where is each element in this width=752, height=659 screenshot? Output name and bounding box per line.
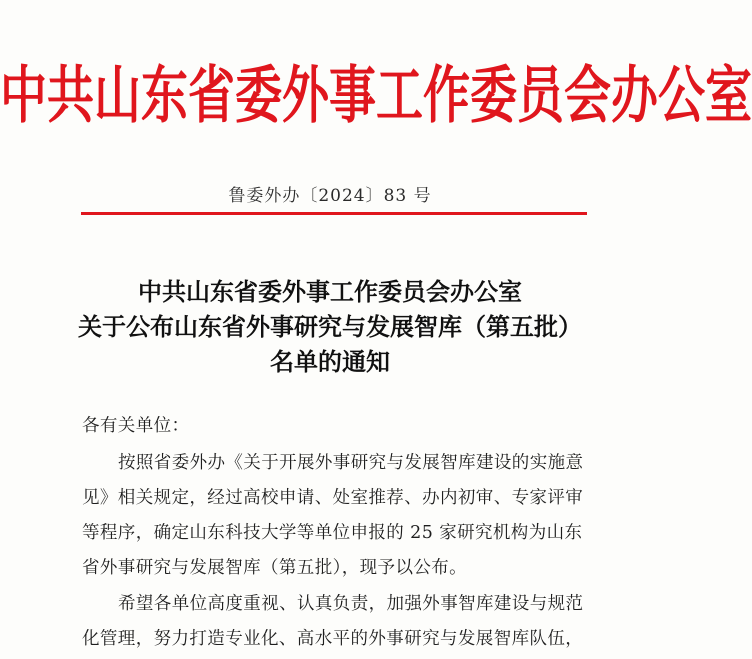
paragraph-2-line-1: 希望各单位高度重视、认真负责，加强外事智库建设与规范 (118, 594, 584, 614)
paragraph-1-line-4: 省外事研究与发展智库（第五批），现予以公布。 (82, 558, 468, 578)
paragraph-1-line-3: 等程序，确定山东科技大学等单位申报的 25 家研究机构为山东 (82, 523, 583, 543)
document-title-line-3: 名单的通知 (270, 348, 390, 376)
salutation: 各有关单位： (82, 416, 190, 436)
document-number: 鲁委外办〔2024〕83 号 (228, 186, 432, 206)
paragraph-1-line-2: 见》相关规定，经过高校申请、处室推荐、办内初审、专家评审 (82, 488, 584, 508)
red-separator-line (81, 212, 587, 215)
red-header-org-name: 中共山东省委外事工作委员会办公室 (0, 59, 752, 133)
paragraph-2-line-2: 化管理，努力打造专业化、高水平的外事研究与发展智库队伍， (82, 629, 584, 649)
paragraph-1-line-1: 按照省委外办《关于开展外事研究与发展智库建设的实施意 (118, 453, 584, 473)
document-title-line-2: 关于公布山东省外事研究与发展智库（第五批） (78, 313, 582, 341)
document-title-line-1: 中共山东省委外事工作委员会办公室 (138, 278, 522, 306)
